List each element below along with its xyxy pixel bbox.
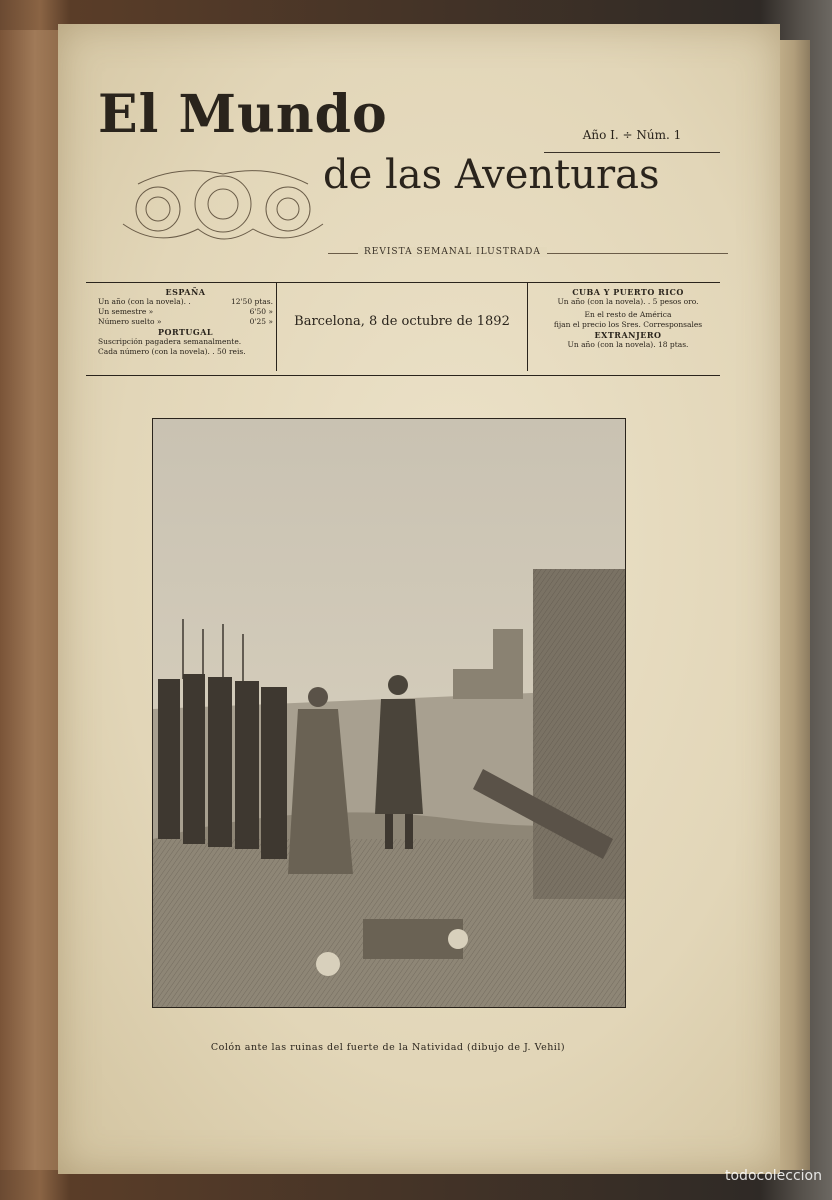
tagline-text: REVISTA SEMANAL ILUSTRADA (358, 247, 547, 257)
america-line: fijan el precio los Sres. Corresponsales (553, 320, 703, 329)
subscription-abroad (536, 287, 720, 350)
dateline-cell (276, 283, 528, 371)
spain-heading: ESPAÑA (165, 287, 206, 297)
dateline: Barcelona, 8 de octubre de 1892 (294, 314, 510, 329)
masthead-title: El Mundo (98, 84, 388, 145)
masthead-subtitle: de las Aventuras (323, 152, 660, 198)
tagline (358, 247, 718, 263)
issue-number: Año I. ÷ Núm. 1 (544, 128, 720, 153)
subscription-box (86, 282, 720, 376)
portugal-line: Suscripción pagadera semanalmente. (98, 337, 242, 346)
abroad-heading: EXTRANJERO (594, 330, 662, 340)
illustration-caption: Colón ante las ruinas del fuerte de la Natividad (dibujo de J. Vehil) (210, 1042, 566, 1053)
portugal-heading: PORTUGAL (157, 327, 214, 337)
price-row: Número suelto » 0'25 » (98, 317, 273, 326)
abroad-line: Un año (con la novela). 18 ptas. (567, 340, 689, 349)
cuba-line: Un año (con la novela). . 5 pesos oro. (557, 297, 699, 306)
price-row: Un año (con la novela). . 12'50 ptas. (98, 297, 273, 306)
price-row: Un semestre » 6'50 » (98, 307, 273, 316)
portugal-line: Cada número (con la novela). . 50 reis. (98, 347, 246, 356)
subscription-domestic (98, 287, 273, 357)
magazine-page (58, 24, 780, 1174)
cuba-heading: CUBA Y PUERTO RICO (572, 287, 684, 297)
engraving-illustration (152, 418, 626, 1008)
america-line: En el resto de América (584, 310, 672, 319)
watermark: todocoleccion (725, 1168, 822, 1184)
